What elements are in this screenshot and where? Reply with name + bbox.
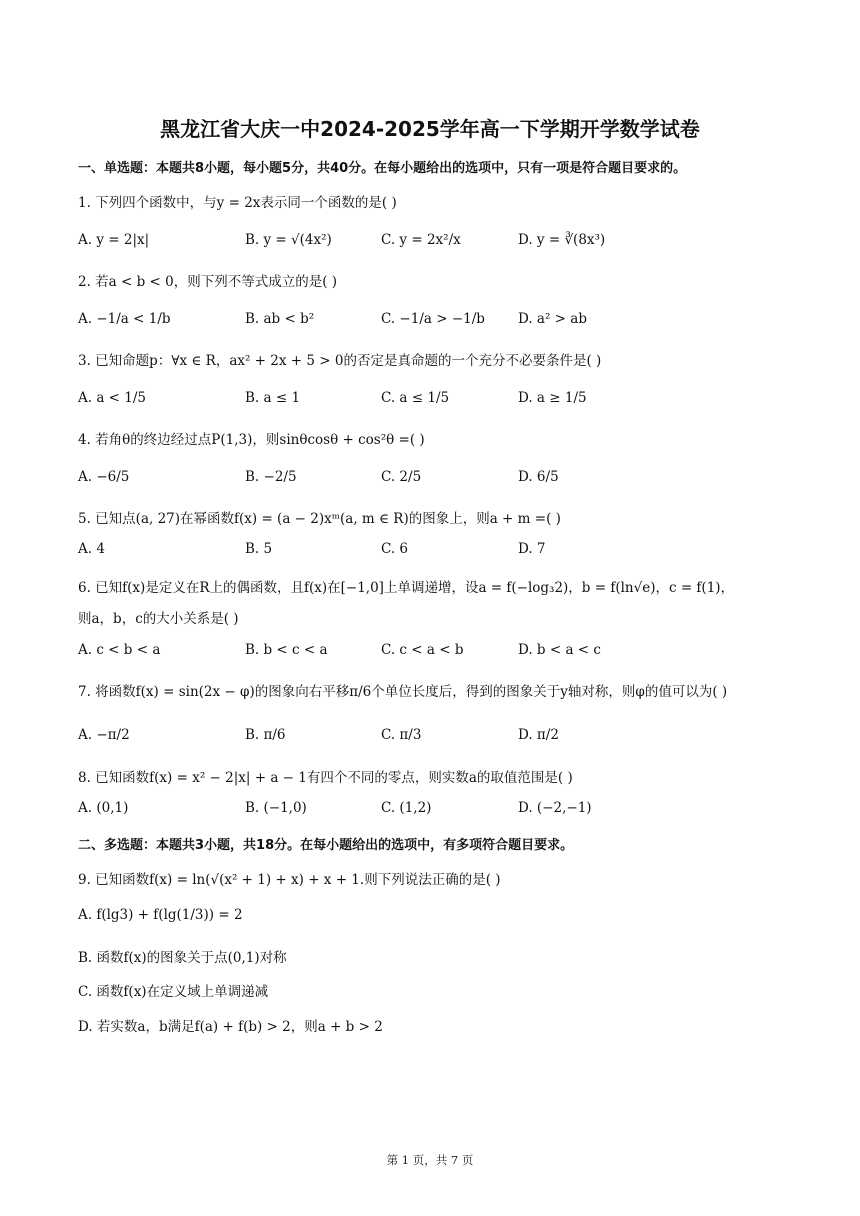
question-4-option-d: D. 6/5 — [518, 469, 559, 485]
question-6-option-b: B. b < c < a — [245, 642, 328, 658]
question-9-option-d: D. 若实数a，b满足f(a) + f(b) > 2，则a + b > 2 — [78, 1019, 383, 1035]
question-2-option-a: A. −1/a < 1/b — [78, 311, 171, 327]
question-5-option-d: D. 7 — [518, 541, 546, 557]
question-3-option-a: A. a < 1/5 — [78, 390, 147, 406]
page-title: 黑龙江省大庆一中2024-2025学年高一下学期开学数学试卷 — [160, 117, 700, 141]
question-5-option-b: B. 5 — [245, 541, 273, 557]
question-5-stem: 5. 已知点(a, 27)在幂函数f(x) = (a − 2)xᵐ(a, m ∈ R)的图象上，则a + m =( ) — [78, 511, 561, 527]
question-1-option-d: D. y = ∛(8x³) — [518, 232, 606, 248]
question-2-option-b: B. ab < b² — [245, 311, 315, 327]
question-6-option-c: C. c < a < b — [381, 642, 464, 658]
question-7-option-d: D. π/2 — [518, 727, 559, 743]
question-6-stem: 6. 已知f(x)是定义在R上的偶函数，且f(x)在[−1,0]上单调递增，设a = f(−log₃2)，b = f(ln√e)，c = f(1)， — [78, 580, 735, 596]
question-8-option-a: A. (0,1) — [78, 800, 129, 816]
question-5-option-c: C. 6 — [381, 541, 409, 557]
question-3-option-b: B. a ≤ 1 — [245, 390, 301, 406]
question-5-option-a: A. 4 — [78, 541, 105, 557]
question-3-option-c: C. a ≤ 1/5 — [381, 390, 450, 406]
question-9-option-b: B. 函数f(x)的图象关于点(0,1)对称 — [78, 950, 287, 966]
question-2-option-d: D. a² > ab — [518, 311, 587, 327]
question-1-option-b: B. y = √(4x²) — [245, 232, 332, 248]
question-4-option-c: C. 2/5 — [381, 469, 422, 485]
question-9-option-c: C. 函数f(x)在定义域上单调递减 — [78, 984, 269, 1000]
question-2-stem: 2. 若a < b < 0，则下列不等式成立的是( ) — [78, 274, 338, 290]
question-3-stem: 3. 已知命题p：∀x ∈ R，ax² + 2x + 5 > 0的否定是真命题的一个充分不必要条件是( ) — [78, 353, 602, 369]
section-heading-multiple-choice: 二、多选题：本题共3小题，共18分。在每小题给出的选项中，有多项符合题目要求。 — [78, 838, 574, 853]
question-9-option-a: A. f(lg3) + f(lg(1/3)) = 2 — [78, 907, 243, 923]
question-8-stem: 8. 已知函数f(x) = x² − 2|x| + a − 1有四个不同的零点，则实数a的取值范围是( ) — [78, 770, 573, 786]
question-1-option-a: A. y = 2|x| — [78, 232, 150, 248]
section-heading-single-choice: 一、单选题：本题共8小题，每小题5分，共40分。在每小题给出的选项中，只有一项是符合题目要求的。 — [78, 161, 687, 176]
question-8-option-c: C. (1,2) — [381, 800, 432, 816]
question-2-option-c: C. −1/a > −1/b — [381, 311, 485, 327]
page-footer: 第 1 页，共 7 页 — [386, 1153, 474, 1167]
question-8-option-d: D. (−2,−1) — [518, 800, 592, 816]
question-7-stem: 7. 将函数f(x) = sin(2x − φ)的图象向右平移π/6个单位长度后，得到的图象关于y轴对称，则φ的值可以为( ) — [78, 684, 728, 700]
question-7-option-b: B. π/6 — [245, 727, 286, 743]
question-9-stem: 9. 已知函数f(x) = ln(√(x² + 1) + x) + x + 1.则下列说法正确的是( ) — [78, 872, 501, 888]
question-6-option-d: D. b < a < c — [518, 642, 601, 658]
question-4-option-a: A. −6/5 — [78, 469, 130, 485]
question-8-option-b: B. (−1,0) — [245, 800, 307, 816]
question-6-option-a: A. c < b < a — [78, 642, 161, 658]
question-6-stem-line2: 则a，b，c的大小关系是( ) — [78, 611, 239, 627]
question-4-option-b: B. −2/5 — [245, 469, 297, 485]
question-1-option-c: C. y = 2x²/x — [381, 232, 461, 248]
question-7-option-c: C. π/3 — [381, 727, 422, 743]
question-7-option-a: A. −π/2 — [78, 727, 130, 743]
question-1-stem: 1. 下列四个函数中，与y = 2x表示同一个函数的是( ) — [78, 195, 397, 211]
question-3-option-d: D. a ≥ 1/5 — [518, 390, 587, 406]
question-4-stem: 4. 若角θ的终边经过点P(1,3)，则sinθcosθ + cos²θ =( ) — [78, 432, 425, 448]
